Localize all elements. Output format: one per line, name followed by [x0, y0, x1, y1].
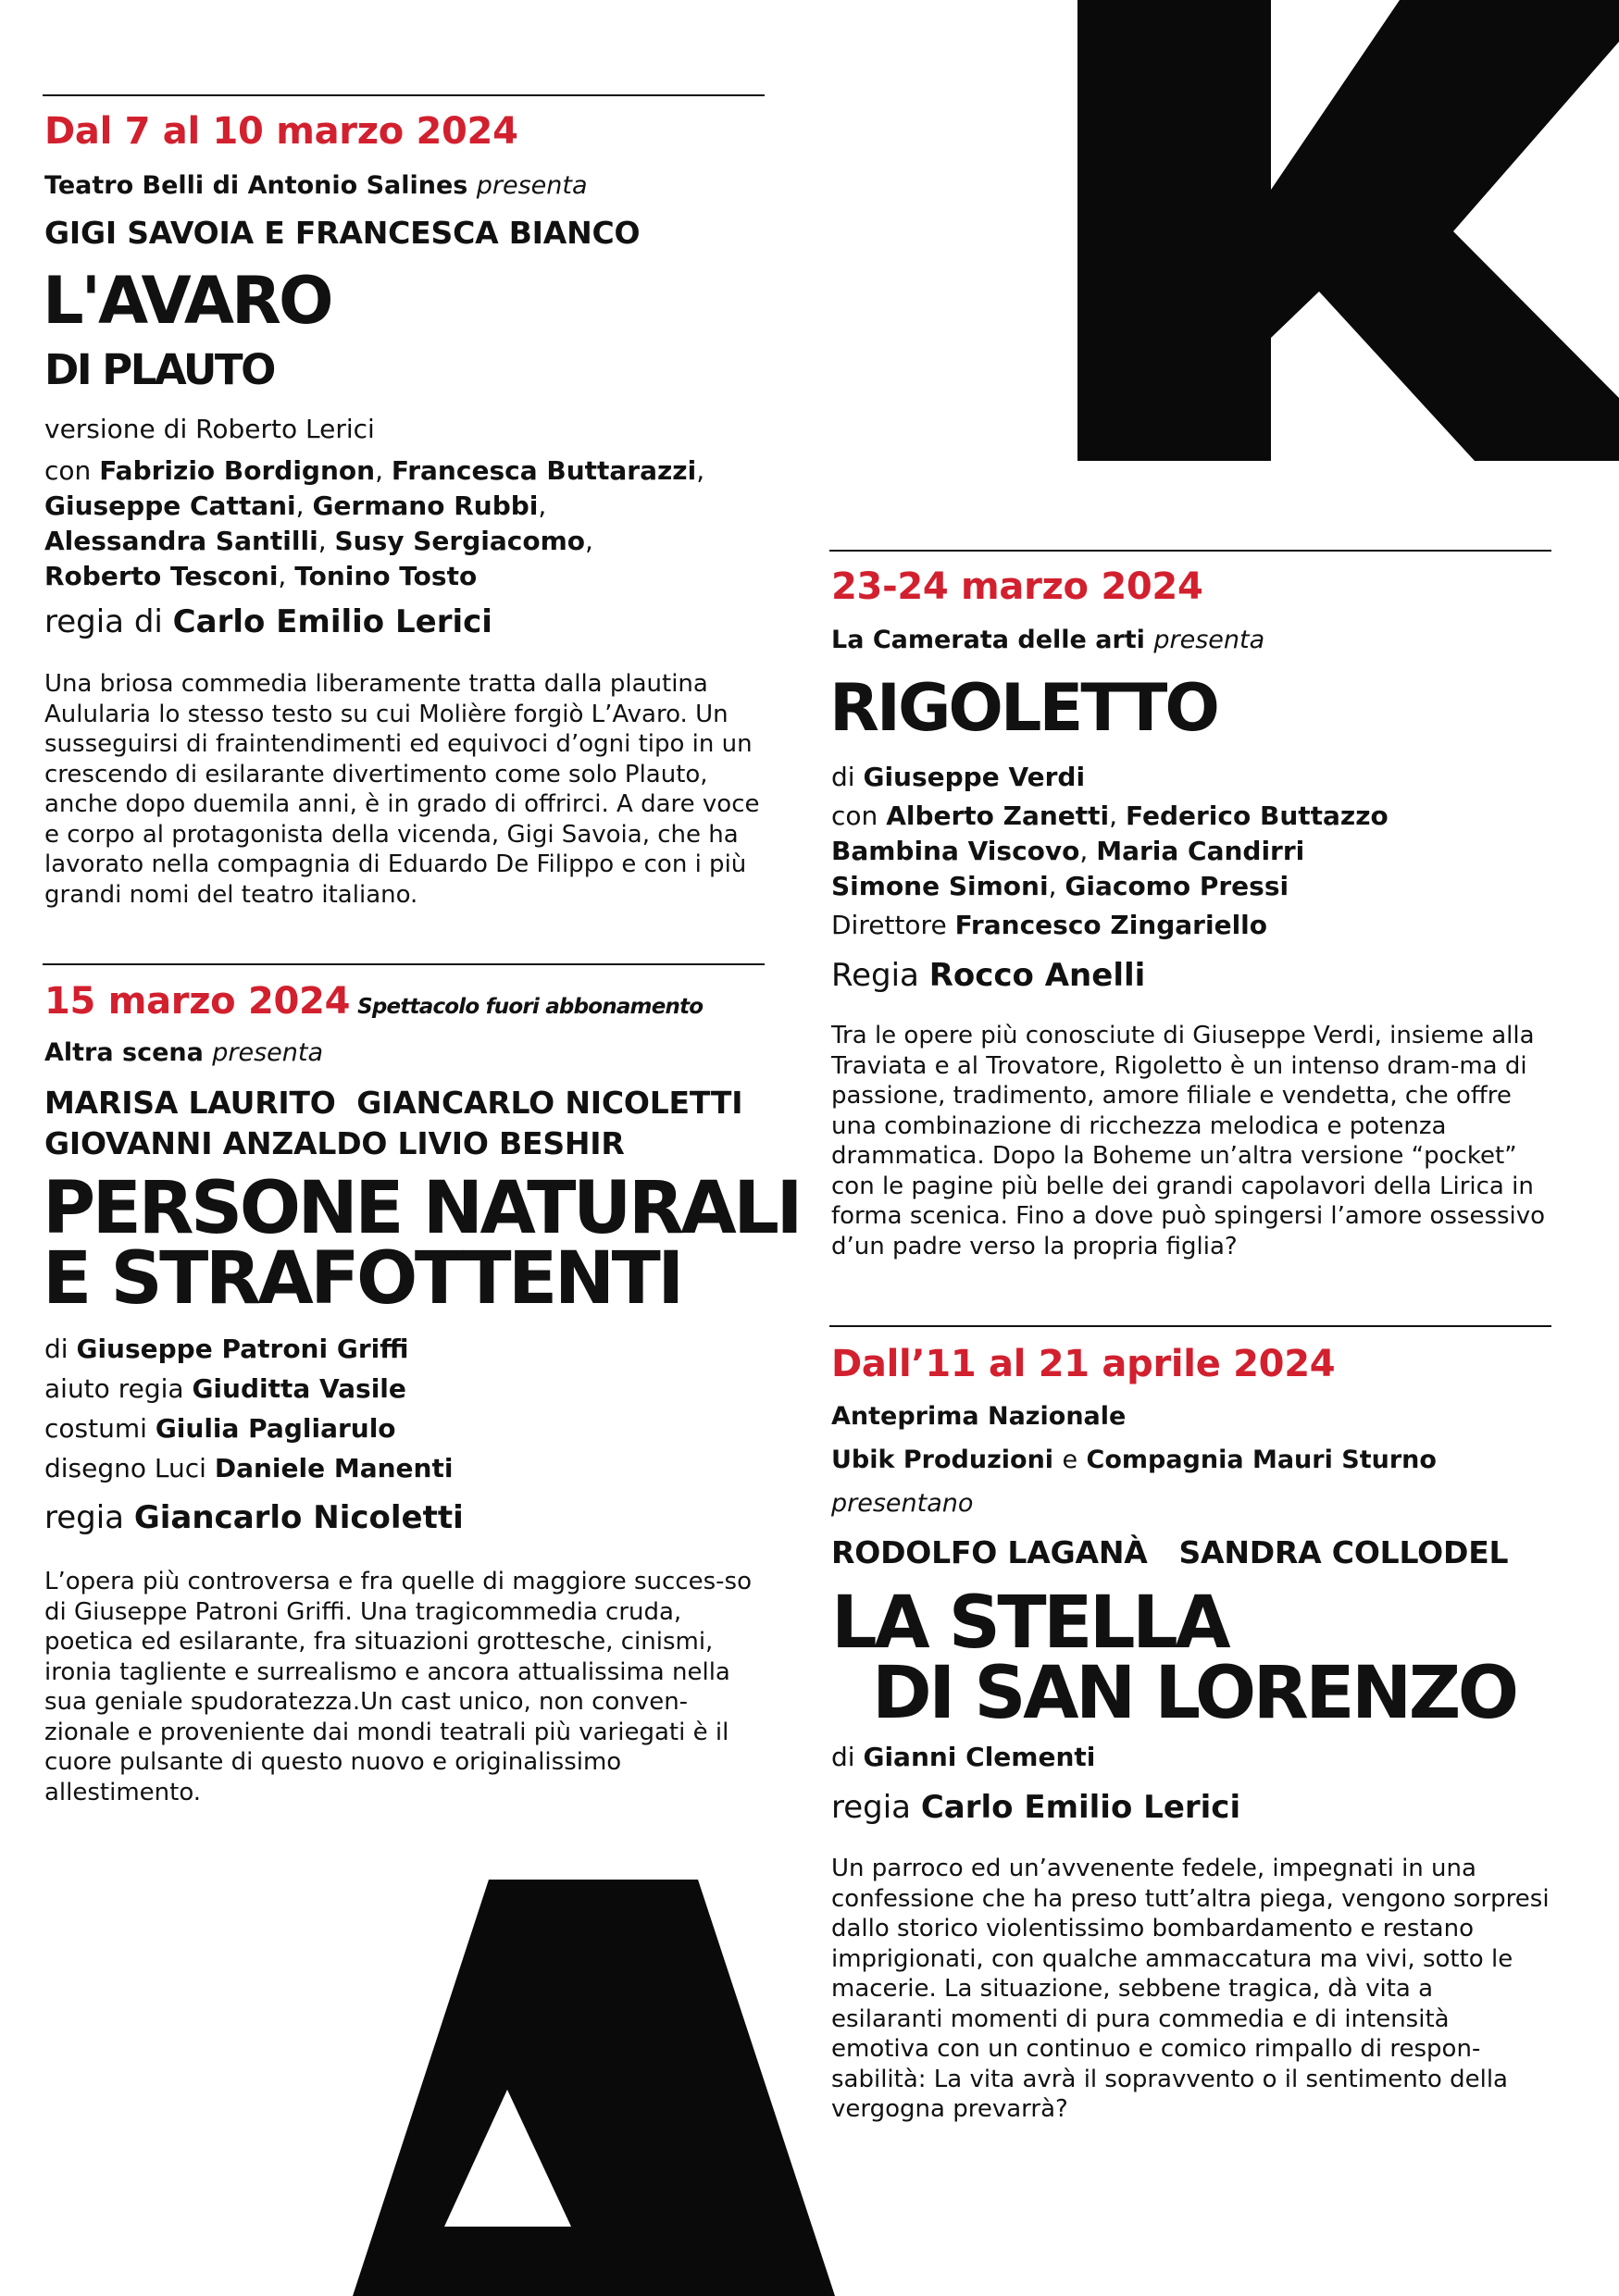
- presenter-name: Teatro Belli di Antonio Salines: [44, 171, 468, 200]
- show-date: [44, 980, 704, 1023]
- show-title: RIGOLETTO: [829, 670, 1217, 746]
- show-title: [43, 1167, 800, 1322]
- cast-member: Francesca Buttarazzi: [391, 455, 697, 486]
- show-date-text: 15 marzo 2024: [44, 980, 351, 1023]
- cast-list: con Fabrizio Bordignon, Francesca Buttarazzi, Giuseppe Cattani, Germano Rubbi, Alessandra Santilli, Susy Sergiacomo, Roberto Tesconi, Tonino Tosto: [44, 455, 705, 591]
- credits-list: [44, 1329, 453, 1488]
- credit-label: Direttore: [831, 910, 947, 940]
- credit-label: di: [831, 762, 855, 792]
- show-title: [831, 1582, 1516, 1736]
- con-label: con: [44, 455, 92, 486]
- cast-member: Alessandra Santilli: [44, 526, 318, 556]
- director-credit: [831, 1789, 1240, 1827]
- credit-name: Giulia Pagliarulo: [155, 1413, 396, 1444]
- credit-name: Giuseppe Patroni Griffi: [76, 1334, 409, 1364]
- presenter: [44, 171, 588, 200]
- presenter-name: Altra scena: [44, 1038, 204, 1067]
- presents-label: presenta: [476, 171, 588, 200]
- director-name: Giancarlo Nicoletti: [133, 1499, 464, 1536]
- cast-member: Bambina Viscovo: [831, 836, 1080, 866]
- credit-label: di: [44, 1334, 68, 1364]
- credit-name: Daniele Manenti: [214, 1453, 454, 1483]
- cast-member: Fabrizio Bordignon: [99, 455, 376, 486]
- director-name: Rocco Anelli: [928, 957, 1146, 994]
- divider-rule: [829, 1325, 1551, 1327]
- credit-row: [44, 1369, 453, 1409]
- presenter: [831, 626, 1264, 654]
- cast-member: Giuseppe Cattani: [44, 490, 296, 521]
- con-label: con: [831, 800, 878, 831]
- presents-text: presentano: [831, 1489, 974, 1518]
- show-title-line: E STRAFOTTENTI: [43, 1237, 681, 1322]
- regia-label: regia: [831, 1789, 912, 1826]
- letter-k-shape: [1077, 0, 1619, 461]
- director-name: Carlo Emilio Lerici: [172, 603, 492, 640]
- regia-label: regia: [44, 1499, 125, 1536]
- show-date: Dall’11 al 21 aprile 2024: [831, 1343, 1336, 1385]
- cast-member: Alberto Zanetti: [886, 800, 1110, 831]
- conductor-credit: [831, 909, 1267, 941]
- credit-name: Francesco Zingariello: [954, 910, 1268, 940]
- divider-rule: [829, 550, 1551, 552]
- cast-list: con Alberto Zanetti, Federico Buttazzo Bambina Viscovo, Maria Candirri Simone Simoni, Giacomo Pressi: [831, 800, 1389, 901]
- director-credit: [831, 957, 1145, 995]
- director-credit: [44, 1499, 464, 1537]
- credit-name: Giuseppe Verdi: [863, 762, 1086, 792]
- show-description: L’opera più controversa e fra quelle di maggiore succes-so di Giuseppe Patroni Griffi. Una tragicommedia cruda, poetica ed esilarante, fra situazioni grottesche, cinismi, ironia tagliente e surrealismo e ancora attualissima nella sua geniale spudoratezza.Un cast unico, non conven-zionale e proveniente dai mondi teatrali più variegati è il cuore pulsante di questo nuovo e originalissimo allestimento.: [44, 1568, 752, 1806]
- credit-row: [44, 1448, 453, 1488]
- lead-actors-line: MARISA LAURITO GIANCARLO NICOLETTI: [44, 1085, 743, 1121]
- credit-label: aiuto regia: [44, 1373, 184, 1404]
- cast-member: Federico Buttazzo: [1125, 800, 1389, 831]
- cast-member: Tonino Tosto: [294, 561, 478, 591]
- show-subtitle: DI PLAUTO: [44, 345, 274, 394]
- cast-member: Maria Candirri: [1096, 836, 1305, 866]
- cast-member: Simone Simoni: [831, 871, 1049, 901]
- and-label: e: [1062, 1446, 1078, 1474]
- cast-member: Roberto Tesconi: [44, 561, 279, 591]
- letter-a-shape: [353, 1880, 835, 2296]
- credit-label: disegno Luci: [44, 1453, 206, 1483]
- producers: [831, 1446, 1437, 1474]
- presenter-name: La Camerata delle arti: [831, 626, 1145, 654]
- presenter: [44, 1038, 323, 1067]
- show-title: L'AVARO: [43, 263, 331, 339]
- credit-label: costumi: [44, 1413, 147, 1444]
- show-date: Dal 7 al 10 marzo 2024: [44, 110, 518, 153]
- show-title-line: LA STELLA: [831, 1582, 1228, 1665]
- divider-rule: [43, 963, 765, 965]
- credit-row: [44, 1409, 453, 1448]
- show-title-line: DI SAN LORENZO: [872, 1652, 1516, 1736]
- premiere-label: Anteprima Nazionale: [831, 1402, 1127, 1431]
- cast-member: Giacomo Pressi: [1065, 871, 1289, 901]
- cast-member: Susy Sergiacomo: [334, 526, 586, 556]
- credit-name: Gianni Clementi: [863, 1742, 1096, 1772]
- producer-name: Compagnia Mauri Sturno: [1086, 1446, 1437, 1474]
- off-subscription-note: Spettacolo fuori abbonamento: [357, 995, 704, 1019]
- credit-name: Giuditta Vasile: [192, 1373, 406, 1404]
- regia-label: regia di: [44, 603, 163, 640]
- presents-label: presenta: [212, 1038, 324, 1067]
- presents-label: presenta: [1153, 626, 1265, 654]
- lead-actors-line: GIOVANNI ANZALDO LIVIO BESHIR: [44, 1125, 625, 1161]
- show-description: Un parroco ed un’avvenente fedele, impegnati in una confessione che ha preso tutt’altra piega, vengono sorpresi dallo storico violentissimo bombardamento e restano imprigionati, con qualche ammaccatura ma vivi, sotto le macerie. La situazione, sebbene tragica, dà vita a esilaranti momenti di pura commedia e di intensità emotiva con un continuo e comico rimpallo di respon-sabilità: La vita avrà il sopravvento o il sentimento della vergogna prevarrà?: [831, 1855, 1550, 2123]
- version-credit: versione di Roberto Lerici: [44, 414, 375, 444]
- show-description: Una briosa commedia liberamente tratta dalla plautina Aulularia lo stesso testo su cui Molière forgiò L’Avaro. Un susseguirsi di fraintendimenti ed equivoci d’ogni tipo in un crescendo di esilarante divertimento come solo Plauto, anche dopo duemila anni, è in grado di offrirci. A dare voce e corpo al protagonista della vicenda, Gigi Savoia, che ha lavorato nella compagnia di Eduardo De Filippo e con i più grandi nomi del teatro italiano.: [44, 670, 760, 909]
- lead-actors: RODOLFO LAGANÀ SANDRA COLLODEL: [831, 1534, 1509, 1570]
- lead-actors: GIGI SAVOIA E FRANCESCA BIANCO: [44, 215, 641, 251]
- author-credit: [831, 761, 1085, 793]
- show-date: 23-24 marzo 2024: [831, 565, 1203, 608]
- cast-member: Germano Rubbi: [312, 490, 539, 521]
- director-name: Carlo Emilio Lerici: [920, 1789, 1241, 1826]
- lead-actors: [44, 1083, 742, 1164]
- director-credit: [44, 603, 492, 641]
- producer-name: Ubik Produzioni: [831, 1446, 1054, 1474]
- regia-label: Regia: [831, 957, 919, 994]
- presents-label: [831, 1489, 973, 1518]
- divider-rule: [43, 94, 765, 96]
- author-credit: [831, 1741, 1095, 1773]
- credit-label: di: [831, 1742, 855, 1772]
- show-description: Tra le opere più conosciute di Giuseppe Verdi, insieme alla Traviata e al Trovatore, Rigoletto è un intenso dram-ma di passione, tradimento, amore filiale e vendetta, che offre una combinazione di ricchezza melodica e potenza drammatica. Dopo la Boheme un’altra versione “pocket” con le pagine più belle dei grandi capolavori della Lirica in forma scenica. Fino a dove può spingersi l’amore ossessivo d’un padre verso la propria figlia?: [831, 1022, 1546, 1260]
- show-title-line: PERSONE NATURALI: [43, 1167, 800, 1250]
- credit-row: [44, 1329, 453, 1369]
